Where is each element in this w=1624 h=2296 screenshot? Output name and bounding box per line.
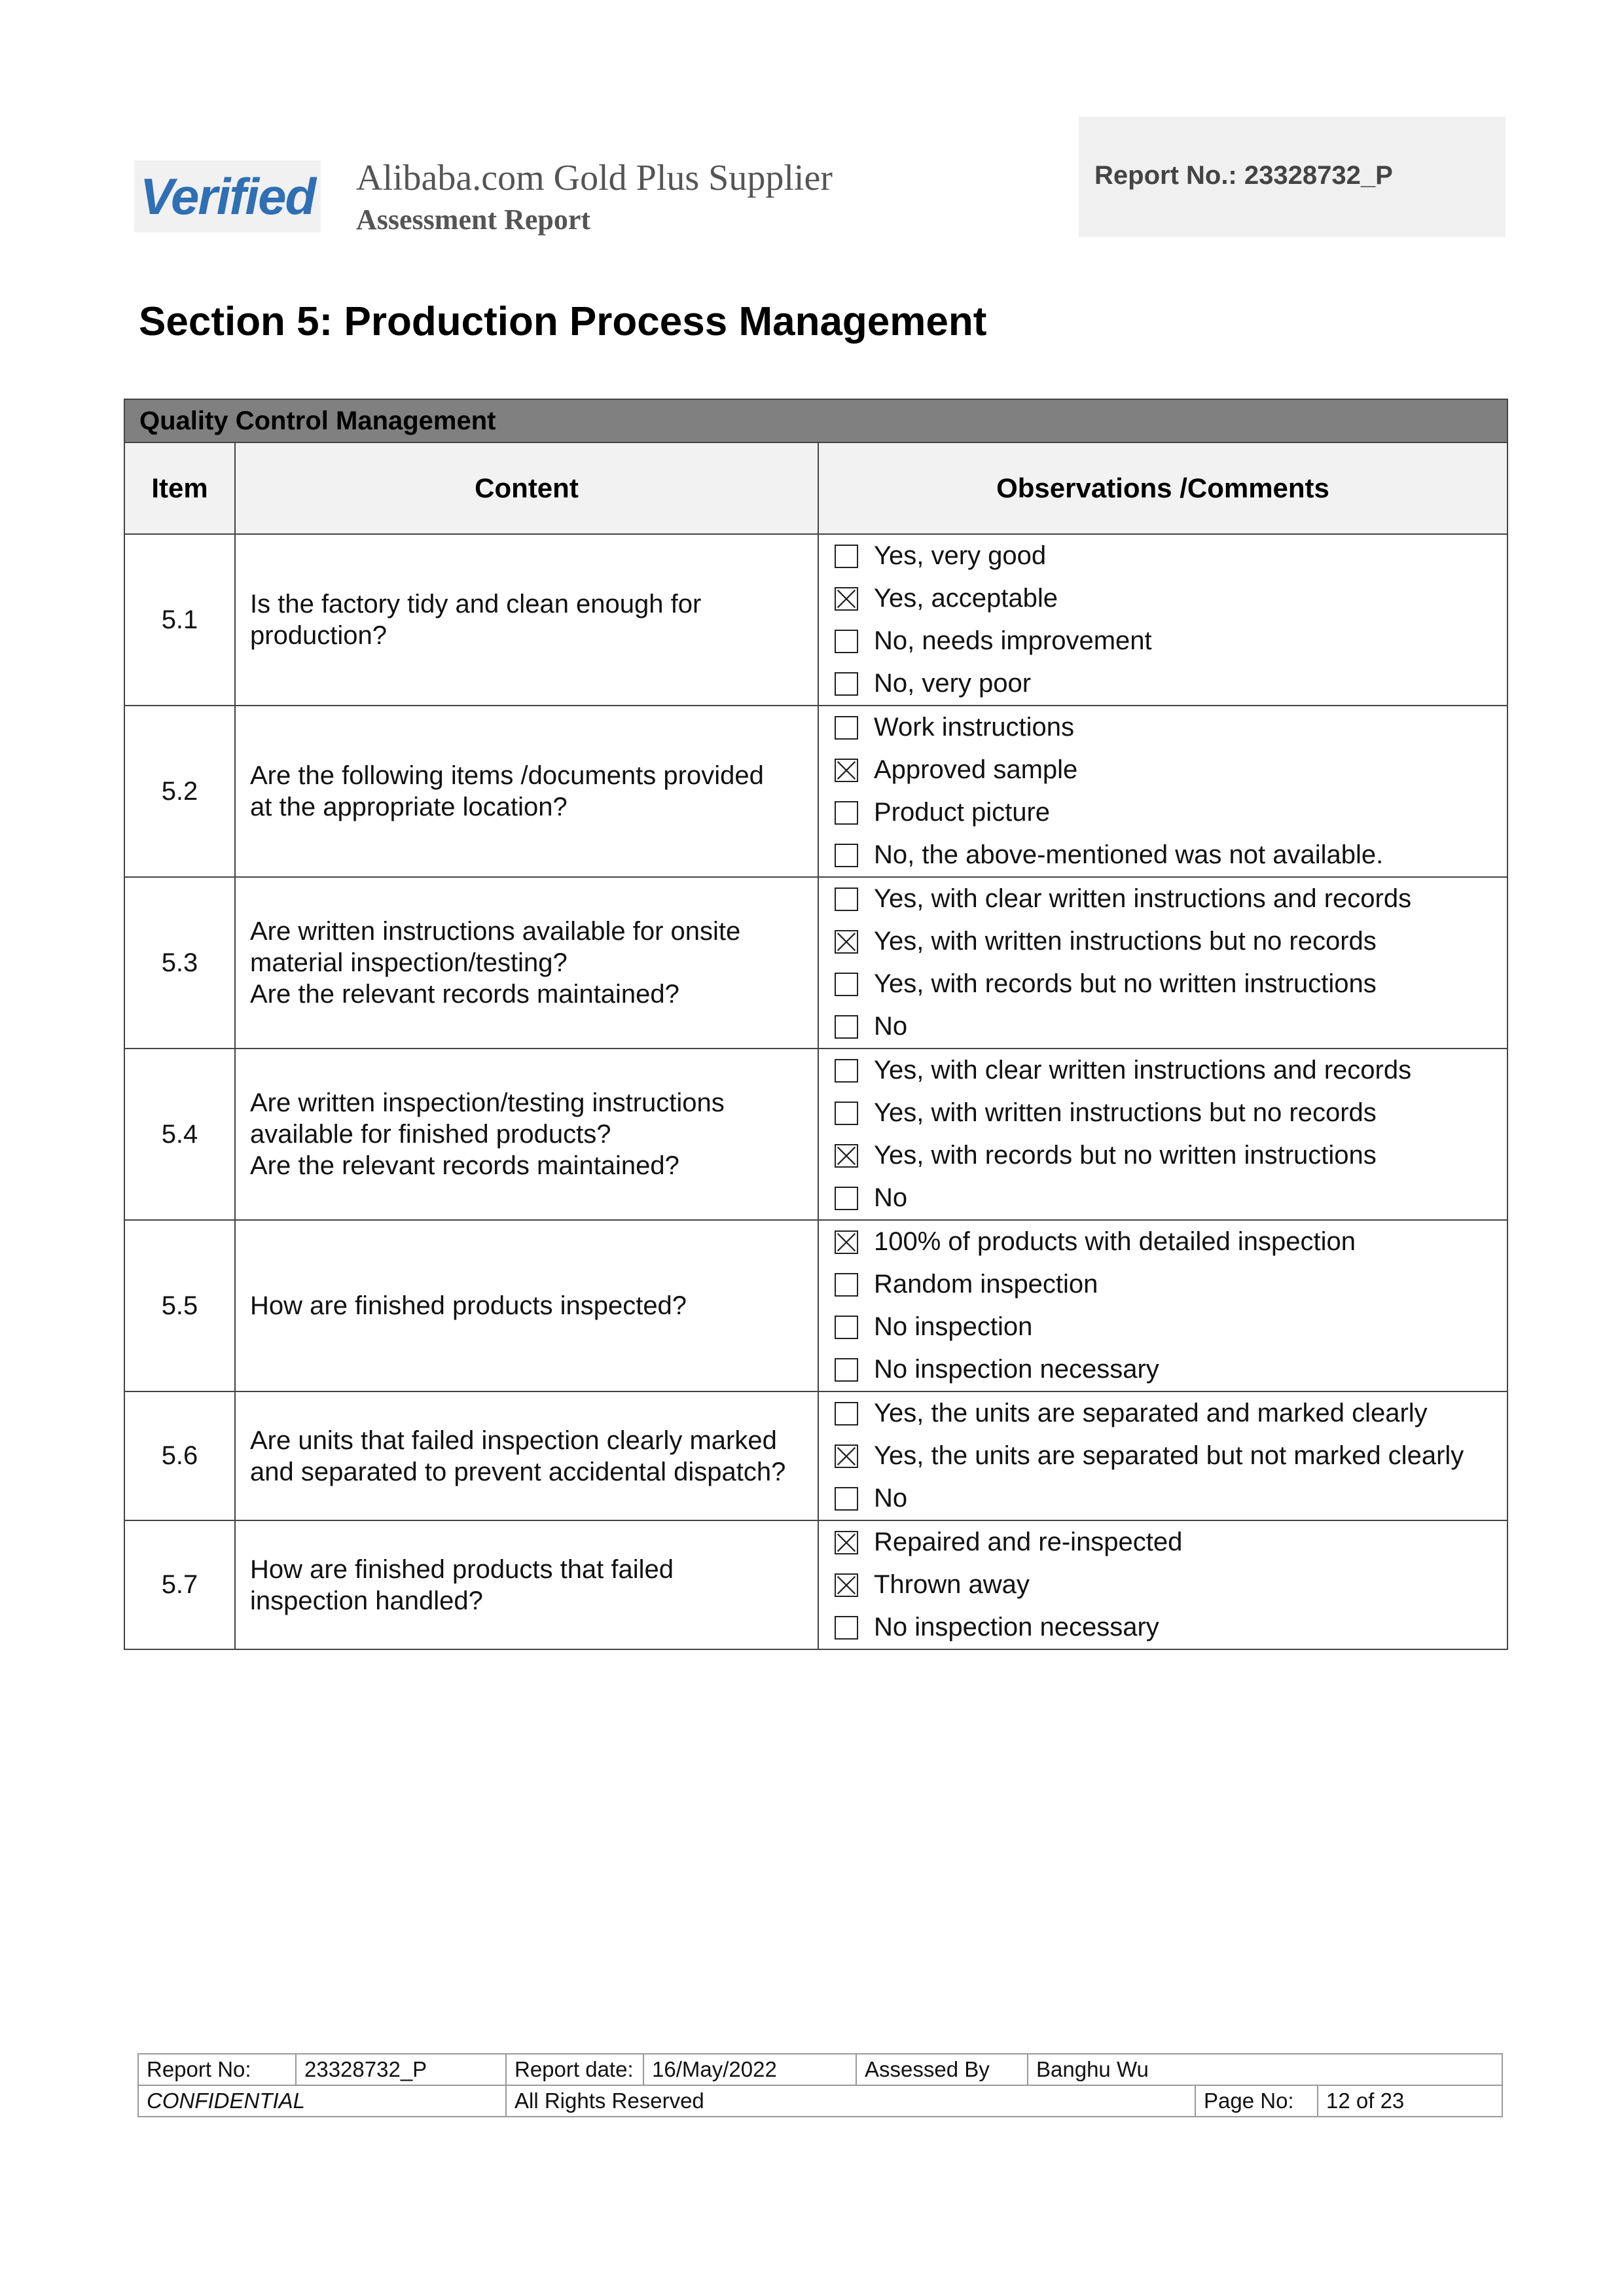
option-label: Product picture [874,798,1051,827]
option-item [835,1435,1507,1477]
option-label: Yes, acceptable [874,584,1058,613]
option-label: Thrown away [874,1570,1030,1599]
option-item [835,706,1507,749]
footer-page-label: Page No: [1195,2085,1318,2117]
unchecked-checkbox-icon[interactable] [835,1358,858,1382]
footer-confidential: CONFIDENTIAL [138,2085,506,2117]
footer-rights: All Rights Reserved [506,2085,1195,2117]
unchecked-checkbox-icon[interactable] [835,844,858,867]
checked-checkbox-icon[interactable] [835,1531,858,1554]
table-row [124,1520,1507,1649]
unchecked-checkbox-icon[interactable] [835,1273,858,1297]
table-row [124,706,1507,877]
option-label: Yes, with records but no written instructions [874,969,1377,998]
column-header-content: Content [235,442,818,534]
option-item [835,791,1507,834]
option-item [835,1564,1507,1606]
unchecked-checkbox-icon[interactable] [835,1487,858,1511]
option-label: No, needs improvement [874,626,1152,655]
option-item [835,1092,1507,1134]
option-label: Yes, the units are separated but not marked clearly [874,1441,1464,1470]
checked-checkbox-icon[interactable] [835,930,858,954]
option-label: Yes, with written instructions but no records [874,927,1377,956]
unchecked-checkbox-icon[interactable] [835,888,858,911]
question-text: How are finished products that failed inspection handled? [250,1554,674,1615]
option-label: No, the above-mentioned was not available. [874,840,1384,869]
unchecked-checkbox-icon[interactable] [835,716,858,740]
option-item [835,620,1507,662]
footer-assessed-by: Banghu Wu [1028,2054,1502,2085]
option-item [835,662,1507,705]
option-item [835,963,1507,1005]
option-item [835,834,1507,876]
footer-report-date-label: Report date: [506,2054,643,2085]
option-item [835,1392,1507,1435]
checked-checkbox-icon[interactable] [835,587,858,611]
unchecked-checkbox-icon[interactable] [835,973,858,996]
table-row [124,1049,1507,1220]
checked-checkbox-icon[interactable] [835,1230,858,1254]
content-cell [235,1391,818,1520]
checked-checkbox-icon[interactable] [835,1444,858,1468]
observations-cell [818,706,1507,877]
option-label: No [874,1012,908,1041]
option-item [835,1306,1507,1348]
option-item [835,1221,1507,1263]
content-cell [235,534,818,706]
option-label: Yes, with written instructions but no records [874,1098,1377,1127]
item-number: 5.3 [124,877,235,1049]
footer-assessed-by-label: Assessed By [856,2054,1028,2085]
option-label: 100% of products with detailed inspection [874,1227,1356,1256]
observations-cell [818,1520,1507,1649]
unchecked-checkbox-icon[interactable] [835,630,858,653]
option-label: No inspection necessary [874,1355,1159,1384]
table-row [124,1391,1507,1520]
table-row [124,877,1507,1049]
option-label: Random inspection [874,1270,1098,1299]
option-label: No [874,1484,908,1513]
content-cell [235,1220,818,1391]
item-number: 5.5 [124,1220,235,1391]
option-label: No [874,1183,908,1212]
column-header-observations: Observations /Comments [818,442,1507,534]
observations-cell [818,1220,1507,1391]
option-label: Yes, with clear written instructions and records [874,884,1412,913]
question-text: Are written instructions available for onsite material inspection/testing? Are the relevant records maintained? [250,917,741,1009]
option-item [835,1263,1507,1306]
option-item [835,1005,1507,1048]
column-header-item: Item [124,442,235,534]
option-item [835,577,1507,620]
table-row [124,534,1507,706]
header-title: Alibaba.com Gold Plus Supplier [356,158,833,198]
report-number-box [1079,117,1506,237]
observations-cell [818,877,1507,1049]
item-number: 5.4 [124,1049,235,1220]
option-item [835,1177,1507,1219]
verified-logo [134,160,321,232]
option-label: Approved sample [874,755,1078,784]
footer-report-date: 16/May/2022 [643,2054,856,2085]
checked-checkbox-icon[interactable] [835,1144,858,1168]
option-item [835,1477,1507,1520]
option-item [835,1348,1507,1391]
option-label: Yes, the units are separated and marked clearly [874,1399,1428,1427]
option-item [835,1521,1507,1564]
unchecked-checkbox-icon[interactable] [835,1015,858,1039]
option-label: No, very poor [874,669,1032,698]
option-label: No inspection necessary [874,1613,1159,1641]
quality-control-table [124,399,1508,1650]
logo-text: Verified [139,167,316,225]
footer-page-number: 12 of 23 [1318,2085,1502,2117]
footer-table [137,2053,1503,2117]
question-text: Are the following items /documents provided at the appropriate location? [250,761,764,821]
checked-checkbox-icon[interactable] [835,1573,858,1597]
option-label: Yes, with clear written instructions and records [874,1056,1412,1085]
option-label: Work instructions [874,713,1075,742]
question-text: Is the factory tidy and clean enough for production? [250,590,702,650]
unchecked-checkbox-icon[interactable] [835,801,858,825]
option-label: Repaired and re-inspected [874,1528,1183,1556]
item-number: 5.2 [124,706,235,877]
option-item [835,920,1507,963]
observations-cell [818,1049,1507,1220]
content-cell [235,1049,818,1220]
observations-cell [818,1391,1507,1520]
option-item [835,1049,1507,1092]
unchecked-checkbox-icon[interactable] [835,1316,858,1339]
unchecked-checkbox-icon[interactable] [835,1102,858,1125]
section-title: Section 5: Production Process Management [139,299,987,344]
content-cell [235,706,818,877]
footer-report-no: 23328732_P [296,2054,506,2085]
unchecked-checkbox-icon[interactable] [835,1187,858,1210]
option-label: Yes, very good [874,541,1047,570]
unchecked-checkbox-icon[interactable] [835,672,858,696]
report-number: Report No.: 23328732_P [1094,161,1393,190]
question-text: Are units that failed inspection clearly marked and separated to prevent accidental dispatch? [250,1426,786,1486]
table-row [124,1220,1507,1391]
unchecked-checkbox-icon[interactable] [835,1402,858,1426]
option-item [835,749,1507,791]
unchecked-checkbox-icon[interactable] [835,545,858,568]
content-cell [235,877,818,1049]
option-item [835,878,1507,920]
item-number: 5.1 [124,534,235,706]
table-body [124,534,1507,1649]
option-label: No inspection [874,1312,1033,1341]
content-cell [235,1520,818,1649]
unchecked-checkbox-icon[interactable] [835,1616,858,1640]
table-band-title: Quality Control Management [124,399,1507,442]
option-item [835,535,1507,577]
option-item [835,1134,1507,1177]
unchecked-checkbox-icon[interactable] [835,1059,858,1083]
item-number: 5.6 [124,1391,235,1520]
question-text: Are written inspection/testing instructions available for finished products? Are the relevant records maintained? [250,1088,725,1180]
option-label: Yes, with records but no written instructions [874,1141,1377,1170]
checked-checkbox-icon[interactable] [835,759,858,782]
item-number: 5.7 [124,1520,235,1649]
option-item [835,1606,1507,1649]
footer-report-no-label: Report No: [138,2054,296,2085]
header-subtitle: Assessment Report [356,204,591,236]
observations-cell [818,534,1507,706]
question-text: How are finished products inspected? [250,1291,687,1320]
